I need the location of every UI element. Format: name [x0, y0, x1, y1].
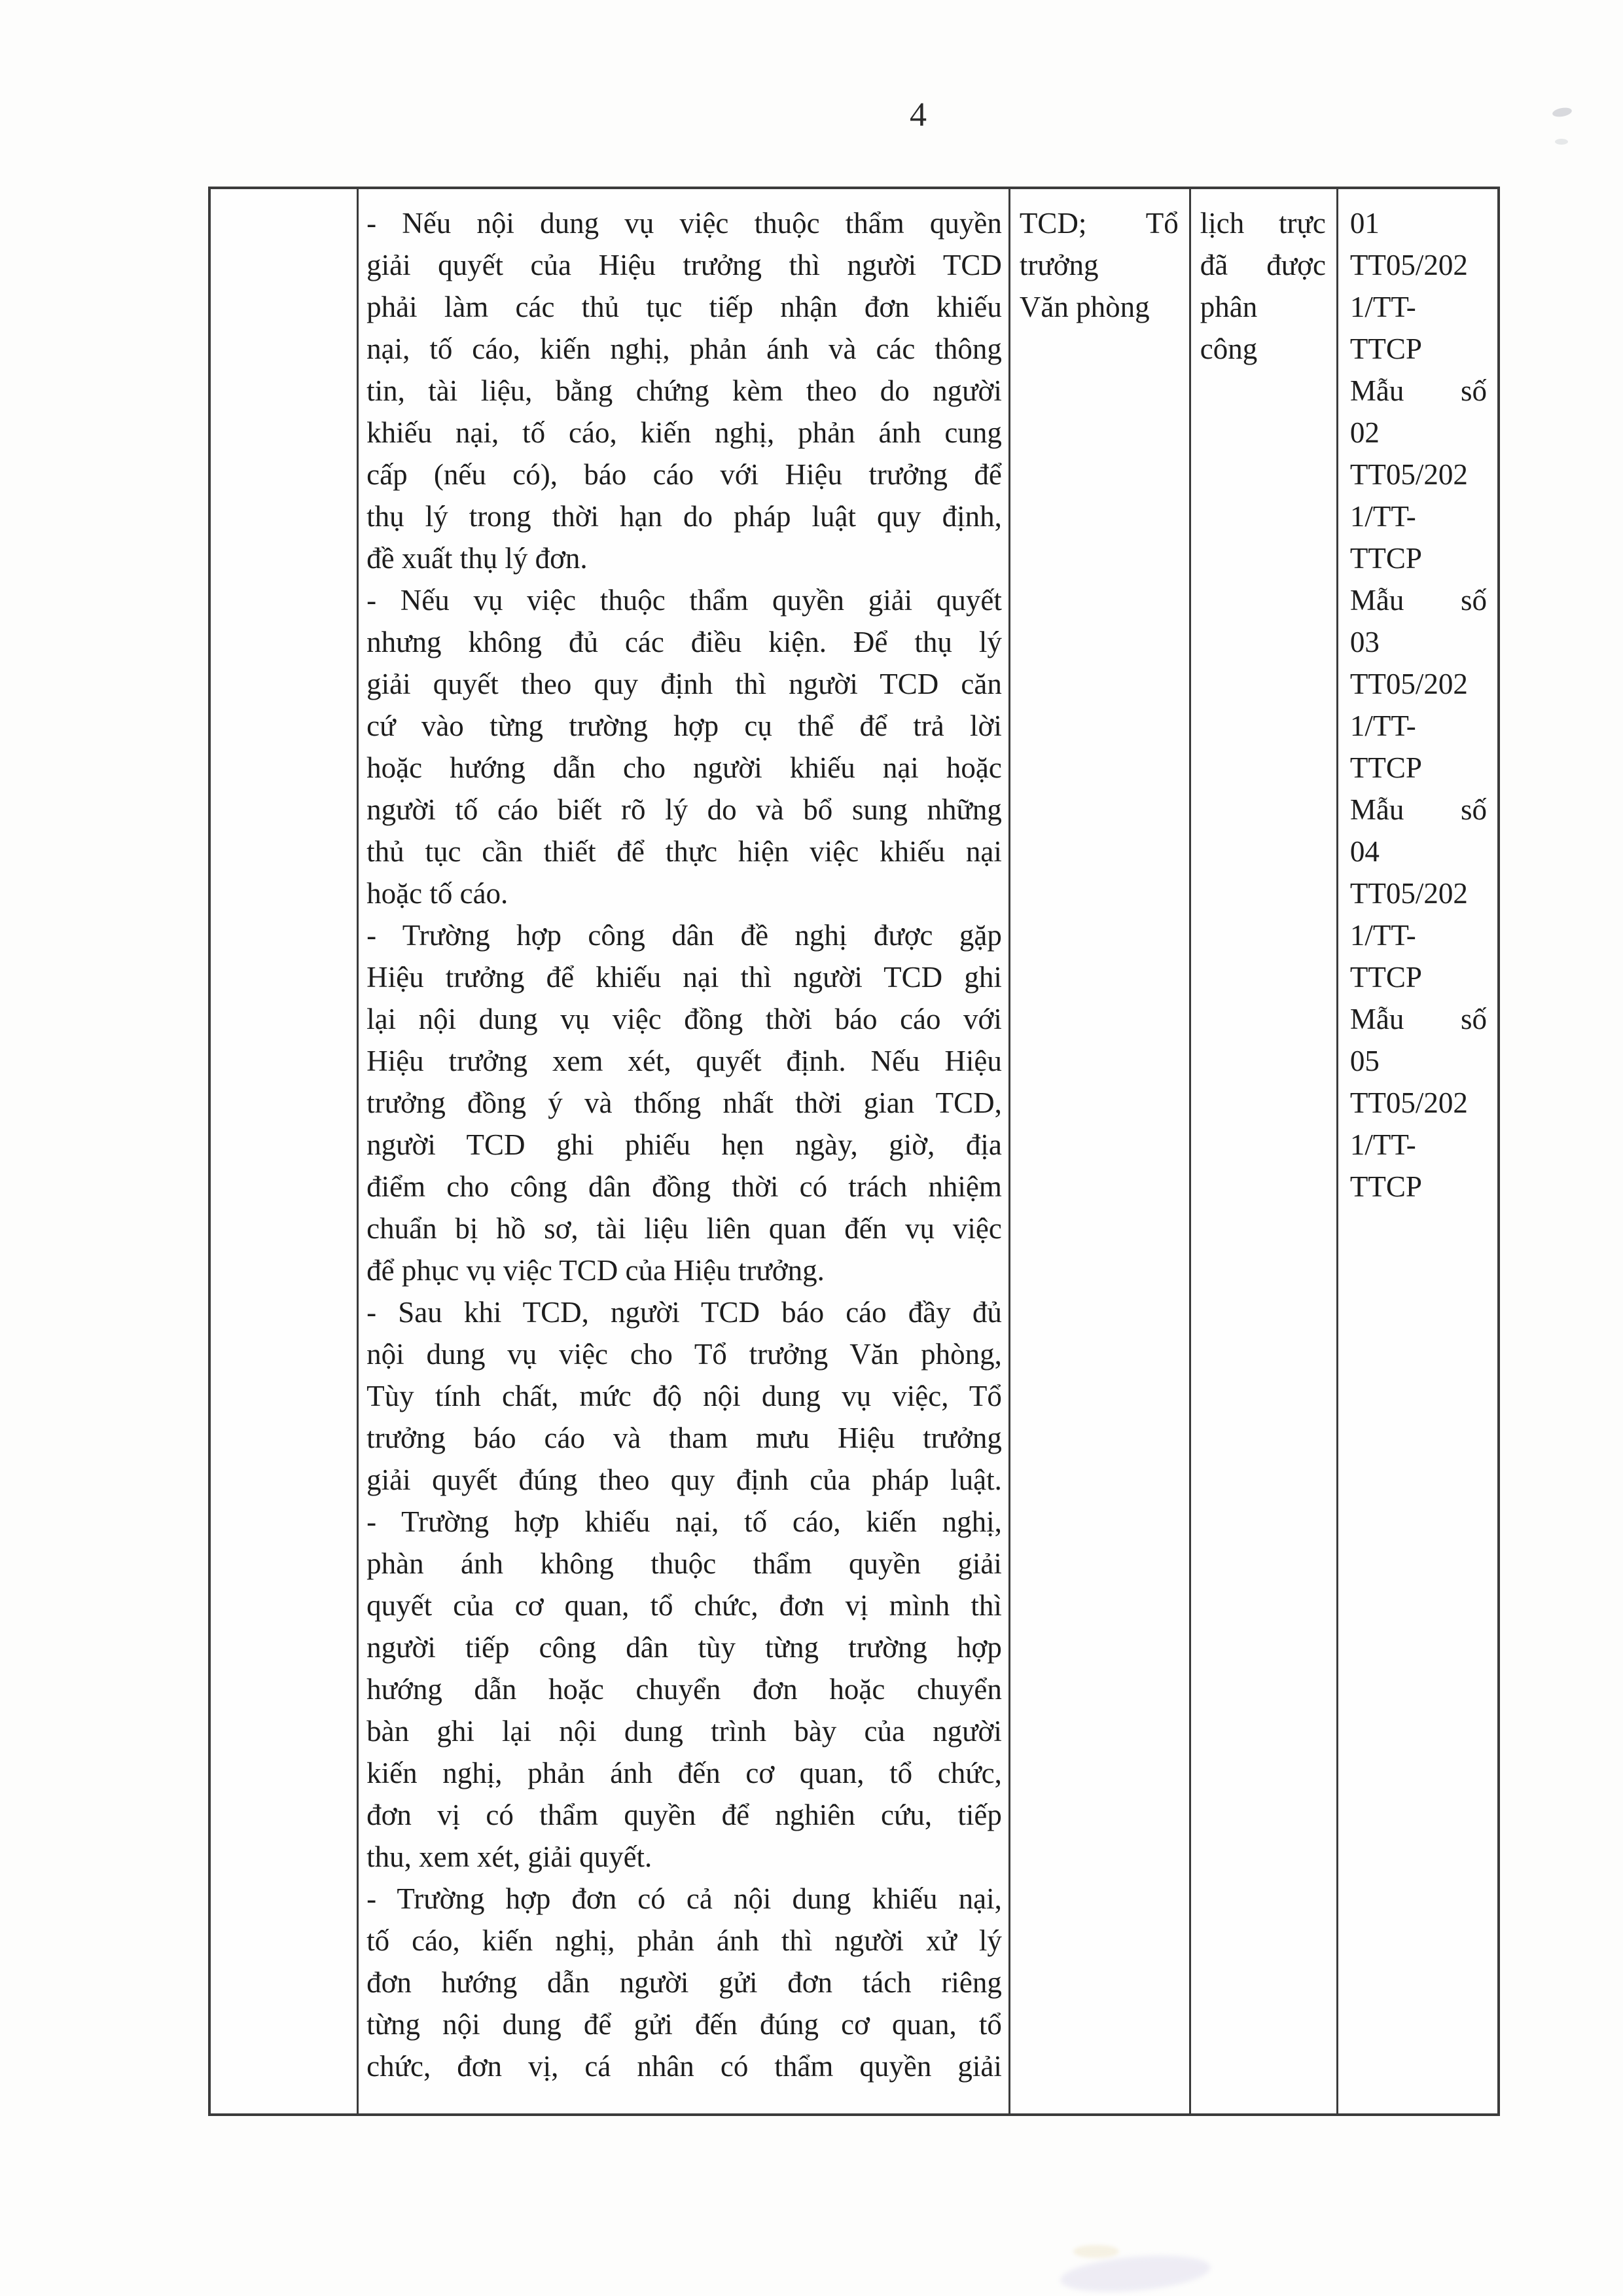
text-line: phải làm các thủ tục tiếp nhận đơn khiếu	[366, 291, 1002, 323]
table-cell-forms	[1338, 189, 1497, 2113]
text-line: công	[1200, 332, 1258, 365]
text-line: người TCD ghi phiếu hẹn ngày, giờ, địa	[366, 1128, 1002, 1161]
text-line: TT05/202	[1349, 1086, 1468, 1119]
text-line: TTCP	[1349, 751, 1422, 784]
text-line: cứ vào từng trường hợp cụ thể để trả lời	[366, 709, 1002, 742]
text-line: 01	[1349, 207, 1380, 240]
text-line: hoặc tố cáo.	[366, 877, 508, 910]
text-line: giải quyết đúng theo quy định của pháp luật.	[366, 1463, 1002, 1496]
text-line: 02	[1349, 416, 1380, 449]
table-cell-procedure-text	[359, 189, 1010, 2113]
text-line: Hiệu trưởng xem xét, quyết định. Nếu Hiệu	[366, 1045, 1002, 1077]
page-number: 4	[910, 96, 927, 134]
text-line: người tiếp công dân tùy từng trường hợp	[366, 1631, 1002, 1664]
text-line: hướng dẫn hoặc chuyển đơn hoặc chuyển	[366, 1673, 1002, 1706]
text-line: thụ lý trong thời hạn do pháp luật quy định,	[366, 500, 1002, 533]
text-line: - Sau khi TCD, người TCD báo cáo đầy đủ	[366, 1296, 1002, 1329]
text-line: 1/TT-	[1349, 919, 1416, 952]
text-line: tin, tài liệu, bằng chứng kèm theo do người	[366, 374, 1002, 407]
text-line: TT05/202	[1349, 668, 1468, 700]
text-line: cấp (nếu có), báo cáo với Hiệu trưởng để	[366, 458, 1002, 491]
text-line: Mẫu số	[1349, 584, 1487, 617]
text-line: khiếu nại, tố cáo, kiến nghị, phản ánh cung	[366, 416, 1002, 449]
text-line: TT05/202	[1349, 249, 1468, 281]
text-line: thu, xem xét, giải quyết.	[366, 1840, 652, 1873]
text-line: lịch trực	[1200, 207, 1326, 240]
text-line: TTCP	[1349, 542, 1422, 575]
table-cell-responsible	[1010, 189, 1191, 2113]
text-line: TT05/202	[1349, 877, 1468, 910]
text-line: tố cáo, kiến nghị, phản ánh thì người xử lý	[366, 1924, 1002, 1957]
text-line: TT05/202	[1349, 458, 1468, 491]
text-line: để phục vụ việc TCD của Hiệu trưởng.	[366, 1254, 825, 1287]
text-line: 04	[1349, 835, 1380, 868]
table-cell-empty	[211, 189, 359, 2113]
scan-smudge-top-right	[1552, 106, 1573, 118]
text-line: người tố cáo biết rõ lý do và bổ sung những	[366, 793, 1002, 826]
text-line: 03	[1349, 626, 1380, 658]
text-line: - Nếu vụ việc thuộc thẩm quyền giải quyết	[366, 584, 1002, 617]
table-cell-schedule	[1191, 189, 1338, 2113]
text-line: - Trường hợp đơn có cả nội dung khiếu nại,	[366, 1882, 1002, 1915]
text-line: quyết của cơ quan, tổ chức, đơn vị mình thì	[366, 1589, 1002, 1622]
text-line: TTCP	[1349, 332, 1422, 365]
text-line: 1/TT-	[1349, 709, 1416, 742]
text-line: Văn phòng	[1019, 291, 1150, 323]
text-line: từng nội dung để gửi đến đúng cơ quan, tổ	[366, 2008, 1002, 2041]
text-line: - Nếu nội dung vụ việc thuộc thẩm quyền	[366, 207, 1002, 240]
text-line: Tùy tính chất, mức độ nội dung vụ việc, Tổ	[366, 1380, 1002, 1412]
text-line: phân	[1200, 291, 1258, 323]
text-line: chuẩn bị hồ sơ, tài liệu liên quan đến vụ việc	[366, 1212, 1002, 1245]
text-line: trưởng đồng ý và thống nhất thời gian TCD,	[366, 1086, 1002, 1119]
text-line: hoặc hướng dẫn cho người khiếu nại hoặc	[366, 751, 1002, 784]
text-line: nội dung vụ việc cho Tổ trưởng Văn phòng,	[366, 1338, 1002, 1371]
text-line: điểm cho công dân đồng thời có trách nhiệm	[366, 1170, 1002, 1203]
scan-smudge-bottom-warm	[1073, 2245, 1119, 2258]
text-line: 1/TT-	[1349, 1128, 1416, 1161]
scan-smudge-bottom	[1059, 2250, 1212, 2296]
text-line: - Trường hợp công dân đề nghị được gặp	[366, 919, 1002, 952]
text-line: đề xuất thụ lý đơn.	[366, 542, 588, 575]
text-line: đã được	[1200, 249, 1326, 281]
text-line: Hiệu trưởng để khiếu nại thì người TCD ghi	[366, 961, 1002, 994]
text-line: giải quyết theo quy định thì người TCD căn	[366, 668, 1002, 700]
text-line: Mẫu số	[1349, 793, 1487, 826]
text-line: TTCP	[1349, 1170, 1422, 1203]
text-line: Mẫu số	[1349, 374, 1487, 407]
text-line: bàn ghi lại nội dung trình bày của người	[366, 1715, 1002, 1748]
text-line: - Trường hợp khiếu nại, tố cáo, kiến nghị,	[366, 1505, 1002, 1538]
text-line: TCD; Tổ	[1019, 207, 1179, 240]
text-line: trưởng	[1019, 249, 1099, 281]
text-line: 1/TT-	[1349, 500, 1416, 533]
text-line: 1/TT-	[1349, 291, 1416, 323]
text-line: kiến nghị, phản ánh đến cơ quan, tổ chức,	[366, 1757, 1002, 1789]
text-line: TTCP	[1349, 961, 1422, 994]
text-line: phàn ánh không thuộc thẩm quyền giải	[366, 1547, 1002, 1580]
text-line: đơn hướng dẫn người gửi đơn tách riêng	[366, 1966, 1002, 1999]
text-line: nhưng không đủ các điều kiện. Để thụ lý	[366, 626, 1002, 658]
text-line: đơn vị có thẩm quyền để nghiên cứu, tiếp	[366, 1799, 1002, 1831]
text-line: chức, đơn vị, cá nhân có thẩm quyền giải	[366, 2050, 1002, 2083]
text-line: nại, tố cáo, kiến nghị, phản ánh và các thông	[366, 332, 1002, 365]
text-line: lại nội dung vụ việc đồng thời báo cáo với	[366, 1003, 1002, 1035]
text-line: thủ tục cần thiết để thực hiện việc khiếu nại	[366, 835, 1002, 868]
text-line: 05	[1349, 1045, 1380, 1077]
text-line: giải quyết của Hiệu trưởng thì người TCD	[366, 249, 1002, 281]
text-line: trưởng báo cáo và tham mưu Hiệu trưởng	[366, 1422, 1002, 1454]
document-table	[208, 187, 1500, 2116]
text-line: Mẫu số	[1349, 1003, 1487, 1035]
scan-smudge-top-right-2	[1555, 139, 1568, 145]
